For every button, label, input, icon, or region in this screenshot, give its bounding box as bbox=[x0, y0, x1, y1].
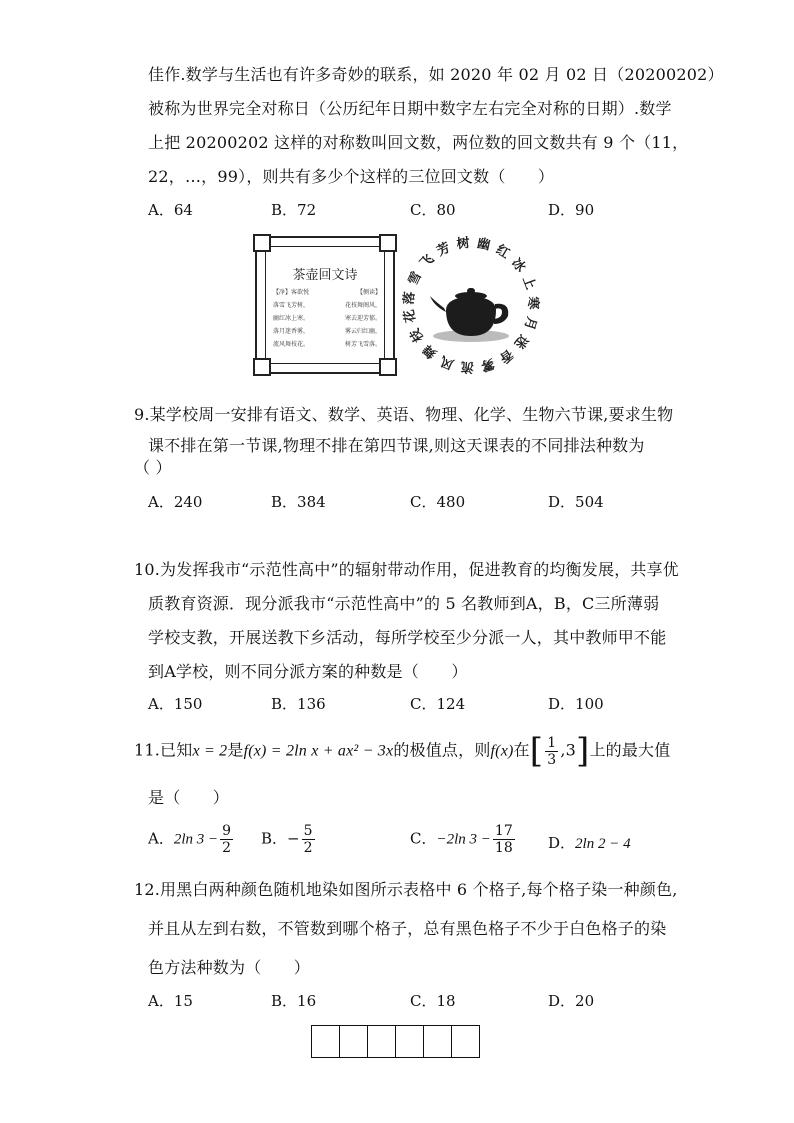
poem-title: 茶壶回文诗 bbox=[292, 268, 358, 283]
q11-function: f(x) = 2ln x + ax² − 3x bbox=[243, 742, 394, 760]
q10-option-b[interactable]: B．136 bbox=[271, 695, 326, 713]
grid-cell bbox=[423, 1025, 452, 1058]
q12-option-c[interactable]: C．18 bbox=[410, 992, 456, 1010]
q12-line-3: 色方法种数为（ ） bbox=[148, 958, 311, 977]
q10-line-2: 质教育资源．现分派我市“示范性高中”的 5 名教师到A，B，C三所薄弱 bbox=[148, 594, 660, 613]
q9-option-b[interactable]: B．384 bbox=[271, 493, 326, 511]
grid-cell bbox=[395, 1025, 424, 1058]
corner-ornament-icon bbox=[379, 234, 397, 252]
q11-line-1: 11.已知x = 2是f(x) = 2ln x + ax² − 3x的极值点，则f(x)在[ $\frac{1}{3}$ ,3]上的最大值 bbox=[134, 731, 671, 771]
q8-option-d[interactable]: D．90 bbox=[548, 201, 595, 219]
ring-poem-text: 落雪飞芳树幽红冰上寒月迷香雾流风舞枝花 bbox=[401, 235, 541, 375]
q11-option-c[interactable]: C．−2ln 3 − $\frac{17}{18}$ bbox=[410, 823, 513, 856]
poem-text: 【净】客欲悦 【侧读】 落雪飞芳树， 花枝舞阁风， 幽红冰上寒。 寒去迎芳郁。 落月迷香雾， 雾云归红幽， 流风舞枝花。 树芳飞雪落。 bbox=[273, 289, 381, 348]
q10-option-d[interactable]: D．100 bbox=[548, 695, 604, 713]
q8-option-c[interactable]: C．80 bbox=[410, 201, 456, 219]
q10-line-1: 10.为发挥我市“示范性高中”的辐射带动作用，促进教育的均衡发展，共享优 bbox=[134, 560, 680, 579]
poem-card bbox=[255, 236, 395, 374]
six-cell-grid bbox=[312, 1025, 480, 1058]
grid-cell bbox=[451, 1025, 480, 1058]
grid-cell bbox=[311, 1025, 340, 1058]
q12-line-2: 并且从左到右数，不管数到哪个格子，总有黑色格子不少于白色格子的染 bbox=[148, 919, 667, 938]
q8-option-b[interactable]: B．72 bbox=[271, 201, 317, 219]
q12-option-b[interactable]: B．16 bbox=[271, 992, 317, 1010]
q9-option-d[interactable]: D．504 bbox=[548, 493, 604, 511]
grid-cell bbox=[367, 1025, 396, 1058]
q10-line-3: 学校支教，开展送教下乡活动，每所学校至少分派一人，其中教师甲不能 bbox=[148, 628, 667, 647]
q12-option-a[interactable]: A．15 bbox=[148, 992, 193, 1010]
q11-interval-fraction: $\frac{1}{3}$ bbox=[547, 734, 557, 768]
q8-line-3: 上把 20200202 这样的对称数叫回文数，两位数的回文数共有 9 个（11， bbox=[148, 133, 689, 152]
q8-line-1: 佳作.数学与生活也有许多奇妙的联系，如 2020 年 02 月 02 日（20200202） bbox=[148, 65, 724, 84]
q9-option-c[interactable]: C．480 bbox=[410, 493, 466, 511]
teapot-icon bbox=[430, 288, 509, 342]
q11-option-a[interactable]: A．2ln 3 − $\frac{9}{2}$ bbox=[148, 823, 232, 856]
q11-condition: x = 2 bbox=[192, 742, 228, 760]
q9-line-3: （ ） bbox=[134, 458, 172, 477]
teapot-illustration bbox=[398, 232, 544, 378]
q12-option-d[interactable]: D．20 bbox=[548, 992, 595, 1010]
q8-line-2: 被称为世界完全对称日（公历纪年日期中数字左右完全对称的日期）.数学 bbox=[148, 99, 672, 118]
q10-option-c[interactable]: C．124 bbox=[410, 695, 466, 713]
q10-line-4: 到A学校，则不同分派方案的种数是（ ） bbox=[148, 662, 468, 681]
grid-cell bbox=[339, 1025, 368, 1058]
corner-ornament-icon bbox=[253, 358, 271, 376]
corner-ornament-icon bbox=[379, 358, 397, 376]
q11-option-d[interactable]: D．2ln 2 − 4 bbox=[548, 834, 631, 852]
q11-line-2: 是（ ） bbox=[148, 788, 230, 807]
q11-option-b[interactable]: B．− $\frac{5}{2}$ bbox=[261, 823, 313, 856]
corner-ornament-icon bbox=[253, 234, 271, 252]
q8-line-4: 22，…，99），则共有多少个这样的三位回文数（ ） bbox=[148, 167, 555, 186]
q9-line-2: 课不排在第一节课,物理不排在第四节课,则这天课表的不同排法种数为 bbox=[148, 436, 645, 455]
q9-option-a[interactable]: A．240 bbox=[148, 493, 203, 511]
q12-line-1: 12.用黑白两种颜色随机地染如图所示表格中 6 个格子,每个格子染一种颜色, bbox=[134, 880, 678, 899]
q10-option-a[interactable]: A．150 bbox=[148, 695, 203, 713]
q9-line-1: 9.某学校周一安排有语文、数学、英语、物理、化学、生物六节课,要求生物 bbox=[134, 405, 674, 424]
q8-option-a[interactable]: A．64 bbox=[148, 201, 193, 219]
